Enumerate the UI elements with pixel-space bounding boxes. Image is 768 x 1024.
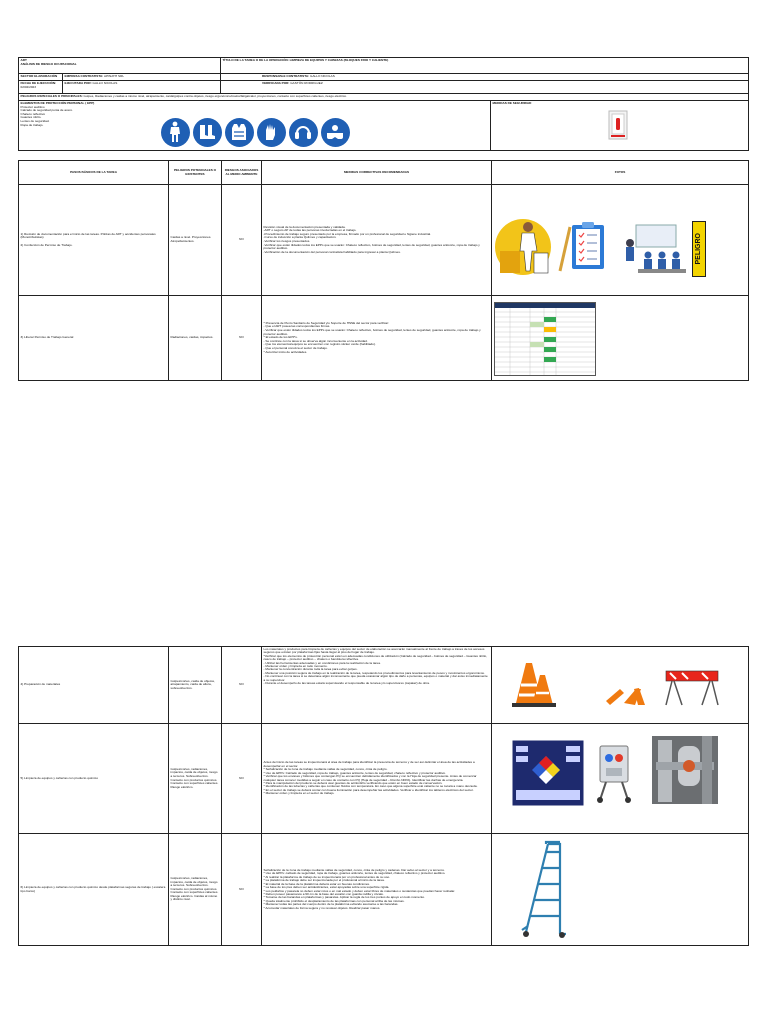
measures-cell: Revisión visual de la documentación presentada y validada. -ART o seguro AP de todas las personas involucradas en el trabajo. -Procedimiento de trabajo seguro presentado por la empresa, firmado por un profesional de seguridad e higiene industrial. -Curso de inducción a planta Quilmes y capacitación. -Verificar los riesgos presentados. -Verificar que estén tildados todos los EPPs que se usarán: Chaleco reflectivo, botines de seguridad, lentes de seguridad, guantes anticorte, ropa de trabajo y protector auditivo. -Verificación de la documentación del personal contratista habilitado para ingresar a planta Quilmes. <box>262 185 492 296</box>
industrial-piping-photo <box>652 736 718 804</box>
stop-barrier-icon <box>666 671 718 705</box>
safety-cell <box>491 101 749 151</box>
traffic-cones-icon <box>512 663 556 707</box>
gloves-icon <box>257 118 286 147</box>
ppe-item: Calzado de seguridad punta de acero. <box>20 108 73 113</box>
table-row <box>19 185 749 296</box>
env-cell: NO <box>222 647 262 724</box>
training-meeting-illustration <box>618 223 688 277</box>
measures-cell: Señalización de la zona de trabajo mediante vallas de seguridad, conos, cinta de peligro y cadenas. Dar aviso al sector y a terceros. * Uso de EPPs: calzado de seguridad, ropa de trabajo, guantes anticorte, lentes de seguridad, chaleco reflectivo y protector auditivo. * Al realizar la plataforma de trabajo de se inspeccionará por un profesional antes de su uso. * La plataforma de trabajo debe ser inspeccionada por el profesional al inicio de la tarea. * El material de la base de la plataforma deberá estar en buenas condiciones. * La base de los pies deben ser antideslizantes, estar apoyadas sobre una superficie rígida. * Los peldaños y pasarela no deben estar rotos o en mal estado y deben estar libres de materiales o sustancias que puedan hacer resbalar. * Deben poseer pasamanos a 90 cm de la base del escalón con guarda rodilla y zócalo. * Tomarse de las barandas en plataformas y pasarelas. Aplicar la regla de los tres puntos de apoyo en todo momento. * Queda totalmente prohibido el desplazamiento de las plataformas con personal arriba de las mismas. * Mantener todas las partes del cuerpo dentro de la plataforma evitando asomarse a las barandas. * Acomodar materiales de forma segura y no revolear objetos. Realizar pasar manos. <box>262 834 492 946</box>
special-hazards-value: Golpes, Radiaciones y caídas a mismo nivel, atrapamiento, caída/golpes contra objetos, riesgo ergonómico/malos/fatiga/calor, proyecciones, contacto con superficies calientes, riesgo eléctrico. <box>83 94 347 98</box>
fallen-cones-icon <box>606 688 645 705</box>
verified-value: GASTÓN RODRIGUEZ <box>290 81 323 85</box>
goggles-icon <box>321 118 350 147</box>
special-hazards-label: PELIGROS ESPECIALES O PRINCIPALES: <box>20 94 83 98</box>
measures-cell: * Presencia de Punto Sanitario de Seguridad y/o Soporte de HSSE del sector para verificar: - Que el ART posea las correspondientes firmas. - Verificar que estén tildados todos los EPPs que se usarán: Chaleco reflectivo, botines de seguridad, lentes de seguridad, guantes anticorte, ropa de trabajo y protector auditivo. * El estado de los EPP's. - Se continúe con la tarea si se observa algún inconveniente en la actividad. - Que los elementos/equipos se encuentren con registro sticker verde (habilitado). - Que el personal conozca el sector de trabajo. * Autorizar inicio de actividades. <box>262 296 492 381</box>
hazards-cell: Golpes/cortes, radiaciones, impactos, caída de objetos, riesgo a terceros. Sobreesfuerzos. Contacto con productos químicos. Contacto con superficies calientes. Riesgo eléctrico. Caídas al mismo y distinto nivel. <box>169 834 222 946</box>
peligro-sign <box>692 221 706 277</box>
hazards-cell: Radiaciones, caídas, impactos. <box>169 296 222 381</box>
ppe-item: Guantes nitrilo. <box>20 115 42 120</box>
col-steps: PASOS BÁSICOS DE LA TAREA <box>19 161 169 185</box>
hazards-cell: Caídas a nivel. Proyecciones. Atropellamientos. <box>169 185 222 296</box>
step-cell: 4) Preparación de materiales <box>19 647 169 724</box>
photos-cell <box>492 724 749 834</box>
ppe-item: Chaleco reflectivo <box>20 111 46 116</box>
col-hazards: PELIGROS POTENCIALES O EXISTENTES <box>169 161 222 185</box>
env-cell: NO <box>222 185 262 296</box>
photos-cell <box>492 647 749 724</box>
table-row <box>19 296 749 381</box>
responsible-cell <box>221 74 749 81</box>
verified-label: VERIFICADA POR: <box>262 81 290 85</box>
photos-cell <box>492 834 749 946</box>
hazards-cell: Golpes/cortes, radiaciones, impactos, caída de objetos, riesgo a terceros. Sobreesfuerzos. Contacto con productos químicos. Contacto con superficies calientes. Riesgo eléctrico. <box>169 724 222 834</box>
overall-icon <box>161 118 190 147</box>
col-env-risks: RIESGOS ASOCIADOS AL MEDIO AMBIENTE <box>222 161 262 185</box>
electrical-panel-illustration <box>596 742 632 804</box>
measures-cell: Antes del inicio de las tareas se inspeccionará el área de trabajo para identificar la presencia de terceros y de ser así delimitar el área de las actividades a desempeñar en el sector. * Señalización de la zona de trabajo mediante vallas de seguridad, conos, cinta de peligro. * Uso de EPPs: Calzado de seguridad, ropa de trabajo, guantes anticorte, lentes de seguridad, chaleco reflectivo y protector auditivo. * Verificar que los envases y bidones que contengan PQ se encuentren debidamente identificados y con la Hoja de seguridad presente. Antes de comenzar cualquier tarea conocer medidas a seguir en caso de contacto con PQ (Hoja de seguridad – Rombo NFPA). Identificar las duchas de emergencia. * Para la manipulación del producto se deberá usar guantes de acrilonitrilo verificando que estén en buen estado de conservación. * Identificación de las tuberías y cañerías que contienen fluidos con temperatura. En caso que alguna superficie esté caliente no se tocará a mano desnuda. * En el sector de trabajo se deberá contar con buena iluminación para desempeñar las actividades. Verificar e identificar los tableros eléctricos del sector. * Mantener orden y limpieza en el sector de trabajo. <box>262 724 492 834</box>
photos-cell <box>492 185 749 296</box>
vest-icon <box>225 118 254 147</box>
measures-cell: Los materiales y productos para limpieza de cañerías y equipos del sector de elaboración se acercarán manualmente al frente de trabajo a traves de los accesos seguros que existen por plataformas fijas hasta llegar al piso del lugar de trabajo. *Verificar que los elementos de protección personal estén en adecuadas condiciones de utilización (Calzado de seguridad – botines de seguridad – Guantes nitrilo, casco de trabajo – protector auditivo – chaleco o bandolera reflectiva. - Utilizar las herramientas adecuadas y en condiciones para la realización de la tarea. - Mantener orden y limpieza en todo momento. - Mantener la concentración durante toda la tarea para evitar golpes. - Mantener una posición segura de trabajo en la realización de la tarea, respetando los procedimientos para levantamiento de pesos y movimientos ergonómicos. - No continuar con la tarea si se detectase algún inconveniente que pueda ocasionar algún tipo de daño a personas, equipos o material y dar aviso inmediatamente a su supervisor. - Durante el desempeño de las tareas estará supervisando el responsable de la tarea y/o supervisores (capataz) de obra. <box>262 647 492 724</box>
nfpa-chart-illustration <box>512 740 584 806</box>
special-hazards-cell <box>19 94 749 101</box>
extinguisher-cabinet-icon <box>493 106 747 140</box>
ppe-item: Lentes de seguridad. <box>20 118 50 123</box>
step-cell: 5) Limpieza de equipos y cañerías con producto químico <box>19 724 169 834</box>
doc-code: ART <box>20 58 27 62</box>
col-photos: FOTOS <box>492 161 749 185</box>
doc-title-cell <box>19 58 221 74</box>
ppe-item: Ropa de trabajo. <box>20 122 44 127</box>
permit-form-thumbnail <box>494 302 596 376</box>
env-cell: NO <box>222 834 262 946</box>
boots-icon <box>193 118 222 147</box>
table-row <box>19 724 749 834</box>
table-header-row <box>19 161 749 185</box>
task-title: LIMPIEZA DE EQUIPOS Y CABEZAS (BLOQUES FRIO Y CALIENTE) <box>289 58 389 62</box>
step-cell: 1) Revisión de documentación para el inicio de las tareas. Pólizas de ART y accidentes personales (Monotributistas) 2) Confección de Permiso de Trabajo. <box>19 185 169 296</box>
ppe-cell <box>19 101 491 151</box>
ear-protection-icon <box>289 118 318 147</box>
ppe-icons <box>21 106 489 147</box>
cones-barrier-illustration <box>506 653 726 709</box>
photos-cell <box>492 296 749 381</box>
doc-title: ANÁLISIS DE RIESGO OCUPACIONAL <box>20 61 77 66</box>
step-cell: 6) Limpieza de equipos y cañerías con producto químico desde plataformas seguras de trabajo ( escalera tipo barco) <box>19 834 169 946</box>
ppe-item: Protector auditivo <box>20 104 45 109</box>
safety-label: MEDIDAS DE SEGURIDAD <box>492 101 532 105</box>
rolling-ladder-illustration <box>518 838 570 938</box>
col-measures: MEDIDAS CORRECTIVAS RECOMENDADAS <box>262 161 492 185</box>
hazards-cell: Golpes/cortes, caída de objetos, atrapamiento, caída de altura, sobreesfuerzos. <box>169 647 222 724</box>
ppe-list <box>21 106 73 128</box>
env-cell: NO <box>222 724 262 834</box>
worker-checklist-illustration <box>494 213 552 277</box>
task-table <box>18 160 749 381</box>
peligro-sign-label: PELIGRO <box>695 233 703 265</box>
sector-label: SECTOR ELABORACIÓN <box>19 74 63 81</box>
ppe-label: ELEMENTOS DE PROTECCIÓN PERSONAL ( EPP) <box>20 101 95 105</box>
header-table <box>18 57 749 151</box>
executed-label: EJECUTADA POR: <box>64 81 92 85</box>
date-value: 02/02/2023 <box>20 84 36 89</box>
task-table-continued <box>18 646 749 946</box>
task-title-cell <box>221 58 749 74</box>
executed-cell <box>63 81 221 94</box>
table-row <box>19 834 749 946</box>
responsible-label: RESPONSABLE CONTRATISTA: <box>262 74 310 78</box>
responsible-value: GALLO NICOLAS <box>310 74 335 78</box>
step-cell: 3) Liberar Permiso de Trabajo General <box>19 296 169 381</box>
date-cell <box>19 81 63 94</box>
table-row <box>19 647 749 724</box>
executed-value: GALLO NICOLAS <box>92 81 118 85</box>
verified-cell <box>221 81 749 94</box>
stop-sign-label: STOP <box>687 666 701 672</box>
company-label: EMPRESA CONTRATISTA: <box>64 74 104 78</box>
clipboard-illustration <box>556 219 614 277</box>
env-cell: NO <box>222 296 262 381</box>
task-title-label: TÍTULO DE LA TAREA O DE LA OPERACIÓN: <box>222 58 289 62</box>
date-label: FECHA DE EJECUCIÓN: <box>20 81 57 85</box>
company-cell <box>63 74 221 81</box>
company-value: APINATH SRL <box>104 74 125 78</box>
